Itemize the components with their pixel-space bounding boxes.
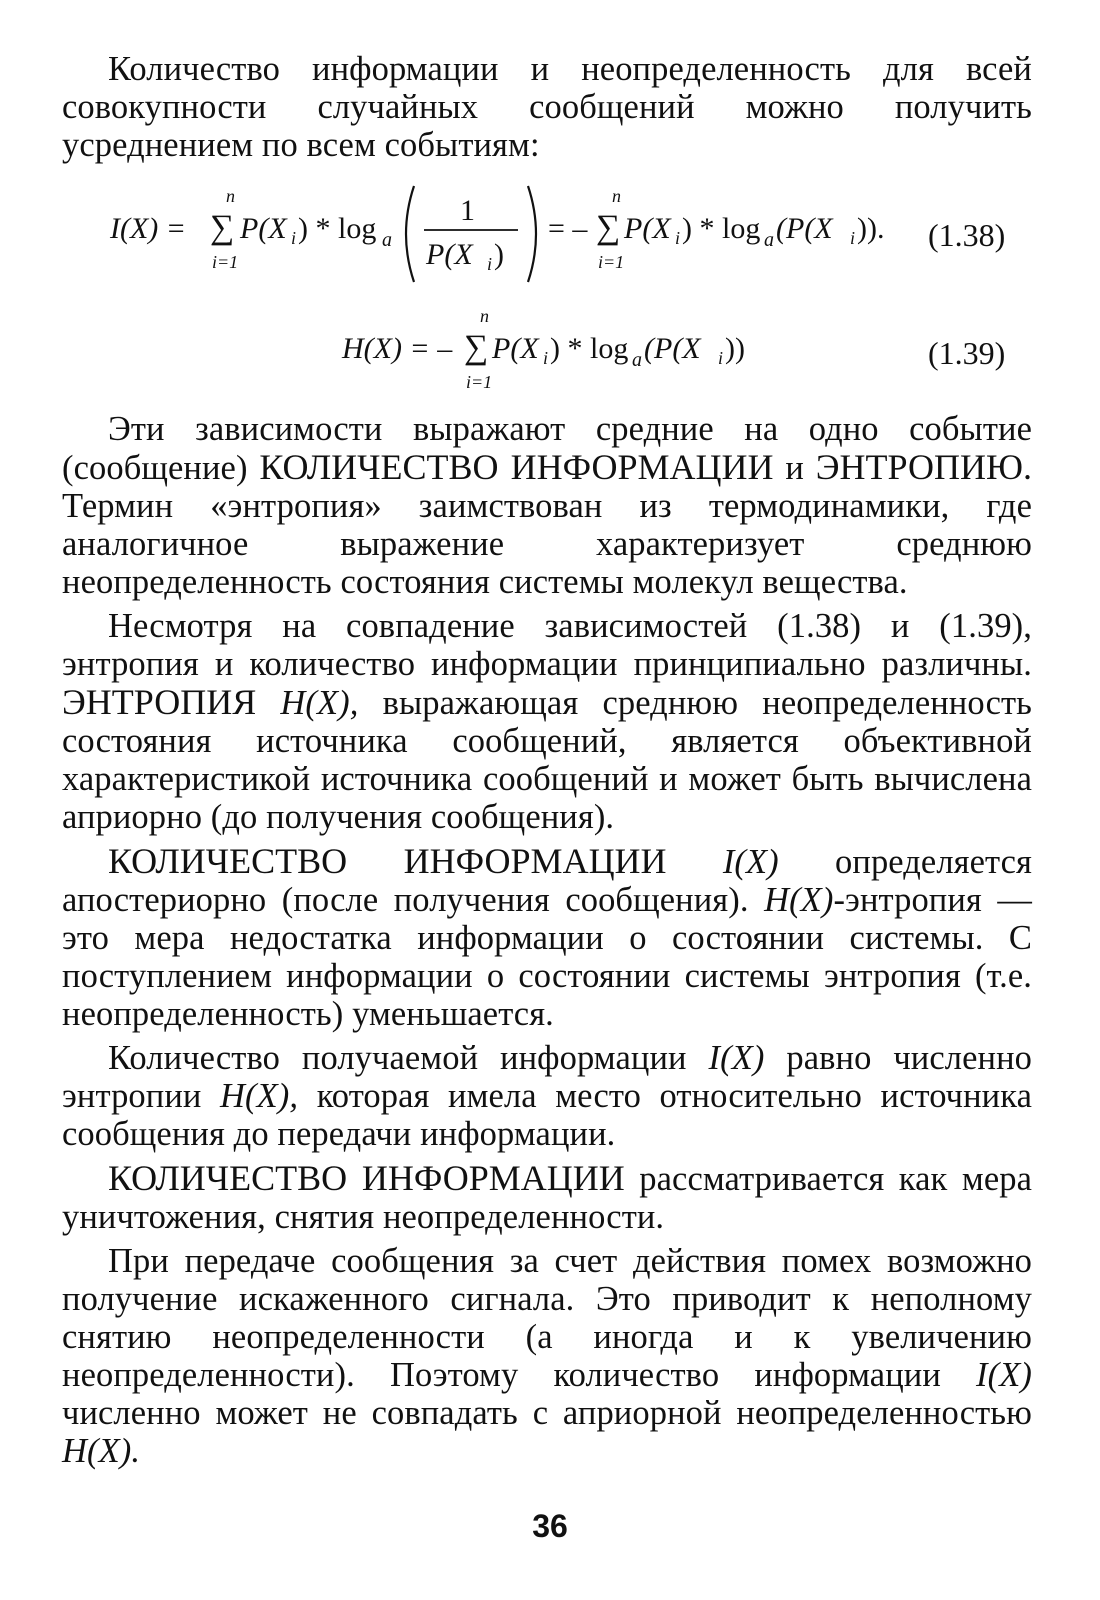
term-kolichestvo-informatsii: КОЛИЧЕСТВО ИНФОРМАЦИИ bbox=[108, 841, 667, 881]
eq138-rhs-log-base: a bbox=[764, 229, 774, 251]
paragraph-5-text-c: которая имела место относительно источника сообщения до передачи информации. bbox=[62, 1077, 1032, 1153]
eq138-left-paren bbox=[406, 186, 414, 282]
eq138-sum-sign: ∑ bbox=[210, 209, 235, 246]
paragraph-3 bbox=[62, 607, 1032, 836]
eq138-rhs-sum-sign: ∑ bbox=[596, 209, 621, 246]
term-entropiya: ЭНТРОПИЯ bbox=[62, 682, 257, 722]
eq139-sum-top: n bbox=[480, 306, 489, 326]
paragraph-3-text-a: Несмотря на совпадение зависимостей (1.38) и (1.39), энтропия и количество информации принципиально различны. bbox=[62, 607, 1032, 683]
eq138-frac-num: 1 bbox=[460, 194, 475, 227]
paragraph-2-text-b: Термин «энтропия» заимствован из термодинамики, где аналогичное выражение характеризует среднюю неопределенность состояния системы молекул вещества. bbox=[62, 487, 1032, 601]
eq138-frac-den-close: ) bbox=[494, 238, 504, 271]
eq138-rhs-close: )). bbox=[857, 212, 885, 245]
symbol-hx: H(X) bbox=[764, 881, 834, 919]
paragraph-5-text-a: Количество получаемой информации bbox=[108, 1039, 687, 1077]
eq139-paren: (P(X bbox=[644, 332, 701, 365]
eq139-lhs: H(X) = – bbox=[342, 332, 453, 365]
eq138-rhs-paren: (P(X bbox=[776, 212, 833, 245]
eq138-close-mul-log: ) * log bbox=[298, 212, 377, 245]
eq138-rhs-sub-2: i bbox=[850, 228, 856, 248]
equation-1-39-graphic bbox=[62, 292, 1032, 410]
eq139-term: P(X bbox=[492, 332, 539, 365]
page-number: 36 bbox=[532, 1508, 568, 1544]
eq138-rhs-sum-top: n bbox=[612, 186, 621, 206]
eq139-sum-sign: ∑ bbox=[464, 329, 489, 366]
equation-1-39 bbox=[62, 292, 1032, 410]
paragraph-4-text-b: -энтропия — это мера недостатка информации о состоянии системы. С поступлением информации о состоянии системы энтропия (т.е. неопределенность) уменьшается. bbox=[62, 881, 1032, 1033]
paragraph-3-text-b: выражающая среднюю неопределенность состояния источника сообщений, является объективной характеристикой источника сообщений и может быть вычислена априорно (до получения сообщения). bbox=[62, 684, 1033, 836]
paragraph-4 bbox=[62, 842, 1032, 1033]
eq138-number: (1.38) bbox=[928, 217, 1006, 253]
eq138-term: P(X bbox=[240, 212, 287, 245]
eq138-frac-den: P(X bbox=[426, 238, 473, 271]
equation-1-38 bbox=[62, 164, 1032, 290]
eq138-lhs: I(X) = bbox=[110, 212, 187, 245]
paragraph-4-text-a: определяется апостериорно (после получения сообщения). bbox=[62, 843, 1033, 919]
eq139-sub-2: i bbox=[718, 348, 724, 368]
eq139-log-base: a bbox=[632, 349, 642, 371]
paragraph-5-text-b: равно численно энтропии bbox=[62, 1039, 1032, 1115]
term-entropiyu: ЭНТРОПИЮ. bbox=[815, 447, 1032, 487]
paragraph-2-text-a: Эти зависимости выражают средние на одно событие (сообщение) bbox=[62, 410, 1032, 487]
eq139-mid: ) * log bbox=[550, 332, 629, 365]
eq138-sub-i: i bbox=[291, 228, 297, 248]
eq138-rhs-term: P(X bbox=[624, 212, 671, 245]
eq138-eq-minus: = – bbox=[548, 212, 588, 245]
paragraph-7-text-a: При передаче сообщения за счет действия помех возможно получение искаженного сигнала. Это приводит к неполному снятию неопределенности (а иногда и к увеличению неопределенности). Поэтому количество информации bbox=[62, 1242, 1032, 1394]
symbol-ix: I(X) bbox=[708, 1039, 765, 1077]
paragraph-6-text-a: рассматривается как мера уничтожения, снятия неопределенности. bbox=[62, 1160, 1032, 1236]
paragraph-2 bbox=[62, 410, 1032, 601]
eq138-log-base: a bbox=[382, 229, 392, 251]
paragraph-7-text-b: численно может не совпадать с априорной неопределенностью bbox=[62, 1394, 1032, 1432]
paragraph-1 bbox=[62, 50, 1032, 164]
eq139-number: (1.39) bbox=[928, 335, 1006, 371]
eq139-sub-1: i bbox=[543, 348, 549, 368]
paragraph-2-and: и bbox=[785, 449, 804, 487]
eq138-frac-den-sub: i bbox=[487, 254, 493, 274]
eq138-sum-bottom: i=1 bbox=[212, 252, 239, 272]
paragraph-5 bbox=[62, 1039, 1032, 1153]
eq138-rhs-sub-1: i bbox=[675, 228, 681, 248]
eq138-rhs-mid: ) * log bbox=[682, 212, 761, 245]
symbol-ix: I(X) bbox=[976, 1356, 1032, 1394]
eq139-close: )) bbox=[725, 332, 745, 365]
symbol-hx: H(X), bbox=[220, 1077, 299, 1115]
symbol-ix: I(X) bbox=[722, 843, 779, 881]
term-kolichestvo-informatsii: КОЛИЧЕСТВО ИНФОРМАЦИИ bbox=[108, 1158, 625, 1198]
symbol-hx: H(X). bbox=[62, 1432, 141, 1470]
eq139-sum-bottom: i=1 bbox=[466, 372, 493, 392]
equation-1-38-graphic bbox=[62, 164, 1032, 290]
paragraph-6 bbox=[62, 1159, 1032, 1236]
term-kolichestvo-informatsii: КОЛИЧЕСТВО ИНФОРМАЦИИ bbox=[259, 447, 774, 487]
eq138-sum-top: n bbox=[226, 186, 235, 206]
eq138-rhs-sum-bottom: i=1 bbox=[598, 252, 625, 272]
paragraph-1-text: Количество информации и неопределенность для всей совокупности случайных сообщений можно получить усреднением по всем событиям: bbox=[62, 50, 1032, 164]
paragraph-7 bbox=[62, 1242, 1032, 1470]
eq138-right-paren bbox=[528, 186, 536, 282]
symbol-hx: H(X), bbox=[280, 684, 359, 722]
